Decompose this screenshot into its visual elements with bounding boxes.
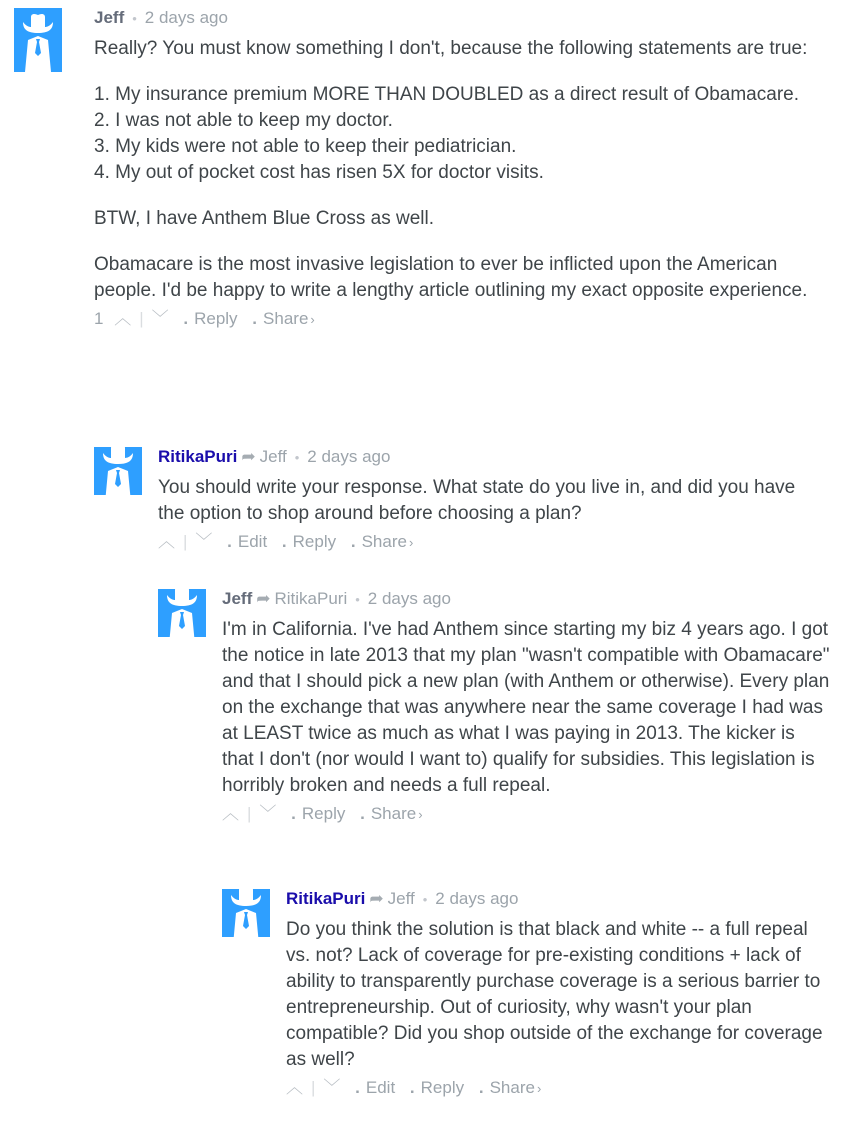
reply-button[interactable]: Reply [420,1078,465,1097]
upvote-chevron-icon[interactable]: ︿ [158,532,175,551]
comment-paragraph: Really? You must know something I don't, because the following statements are true: [94,38,808,59]
upvote-chevron-icon[interactable]: ︿ [222,804,239,823]
parent-author[interactable]: Jeff [259,447,287,466]
vote-divider: | [311,1078,316,1097]
separator-dot: • [294,450,300,465]
comment-text [158,475,818,527]
timestamp[interactable]: 2 days ago [307,447,391,466]
share-button[interactable]: Share [263,309,309,328]
cowboy-avatar-icon [158,589,206,637]
author-name[interactable]: RitikaPuri [158,447,238,466]
parent-author[interactable]: Jeff [387,889,415,908]
comment-paragraph: Do you think the solution is that black and white -- a full repeal vs. not? Lack of coverage for pre-existing conditions + lack of ability to transparently purchase coverage is a serious barrier to entrepreneurship. Out of curiosity, why wasn't your plan compatible? Did you shop outside of the exchange for coverage as well? [286,919,823,1070]
share-button[interactable]: Share [489,1078,535,1097]
chevron-right-icon: › [310,312,315,327]
chevron-right-icon: › [408,535,414,550]
vote-divider: | [247,804,252,823]
timestamp[interactable]: 2 days ago [144,8,228,27]
vote-divider: | [183,532,188,551]
downvote-chevron-icon[interactable]: ﹀ [323,1078,341,1097]
separator-dot: . [227,532,232,551]
separator-dot: . [281,532,287,551]
share-button[interactable]: Share [361,532,407,551]
downvote-chevron-icon[interactable]: ﹀ [151,309,169,328]
comment-body [94,8,834,330]
comment-actions [222,803,830,825]
separator-dot: • [132,11,137,26]
timestamp[interactable]: 2 days ago [367,589,451,608]
separator-dot: • [355,592,360,607]
separator-dot: . [291,804,296,823]
cowboy-avatar-icon [14,8,62,72]
reply-button[interactable]: Reply [194,309,238,328]
separator-dot: • [422,892,428,907]
separator-dot: . [183,309,189,328]
chevron-right-icon: › [536,1081,542,1096]
share-button[interactable]: Share [370,804,417,823]
cowboy-avatar-icon [94,447,142,495]
cowboy-avatar-icon [222,889,270,937]
upvote-chevron-icon[interactable]: ︿ [114,309,132,328]
upvote-count: 1 [94,309,104,328]
author-name[interactable]: Jeff [222,589,253,608]
comment-actions [94,308,834,330]
avatar[interactable] [222,889,270,937]
comment-paragraph: You should write your response. What state do you live in, and did you have the option to shop around before choosing a plan? [158,477,796,524]
comment-body [222,589,830,825]
comment-paragraph: 1. My insurance premium MORE THAN DOUBLED as a direct result of Obamacare. 2. I was not able to keep my doctor. 3. My kids were not able to keep their pediatrician. 4. My out of pocket cost has risen 5X for doctor visits. [94,84,799,183]
comment-paragraph: I'm in California. I've had Anthem since starting my biz 4 years ago. I got the notice in late 2013 that my plan "wasn't compatible with Obamacare" and that I should pick a new plan (with Anthem or otherwise). Every plan on the exchange that was anywhere near the same coverage I had was at LEAST twice as much as what I was paying in 2013. The kicker is that I don't (nor would I want to) qualify for subsidies. This legislation is horribly broken and needs a full repeal. [222,619,830,796]
author-name[interactable]: Jeff [94,8,125,27]
comment-actions [286,1077,830,1099]
edit-button[interactable]: Edit [237,532,268,551]
comment-header [286,889,830,909]
downvote-chevron-icon[interactable]: ﹀ [195,532,213,551]
reply-button[interactable]: Reply [292,532,337,551]
comment-actions [158,531,818,553]
comment-header [94,8,834,28]
reply-arrow-icon: ➦ [256,589,271,608]
comment-body [286,889,830,1099]
comment-paragraph: Obamacare is the most invasive legislation to ever be inflicted upon the American people. I'd be happy to write a lengthy article outlining my exact opposite experience. [94,254,808,301]
reply-button[interactable]: Reply [301,804,346,823]
reply-arrow-icon: ➦ [369,889,384,908]
avatar[interactable] [158,589,206,637]
upvote-chevron-icon[interactable]: ︿ [286,1078,303,1097]
comment-header [158,447,818,467]
comment-paragraph: BTW, I have Anthem Blue Cross as well. [94,208,435,229]
separator-dot: . [252,309,258,328]
comment-text [222,617,830,799]
parent-author[interactable]: RitikaPuri [274,589,348,608]
downvote-chevron-icon[interactable]: ﹀ [259,804,277,823]
separator-dot: . [360,804,365,823]
avatar[interactable] [14,8,62,72]
comment-text [286,917,830,1073]
comment-body [158,447,818,553]
separator-dot: . [409,1078,415,1097]
reply-arrow-icon: ➦ [241,447,256,466]
timestamp[interactable]: 2 days ago [435,889,519,908]
author-name[interactable]: RitikaPuri [286,889,366,908]
vote-divider: | [139,309,144,328]
edit-button[interactable]: Edit [365,1078,396,1097]
separator-dot: . [350,532,356,551]
avatar[interactable] [94,447,142,495]
comment-text [94,36,834,304]
separator-dot: . [355,1078,360,1097]
chevron-right-icon: › [418,807,423,822]
comment-header [222,589,830,609]
separator-dot: . [478,1078,484,1097]
